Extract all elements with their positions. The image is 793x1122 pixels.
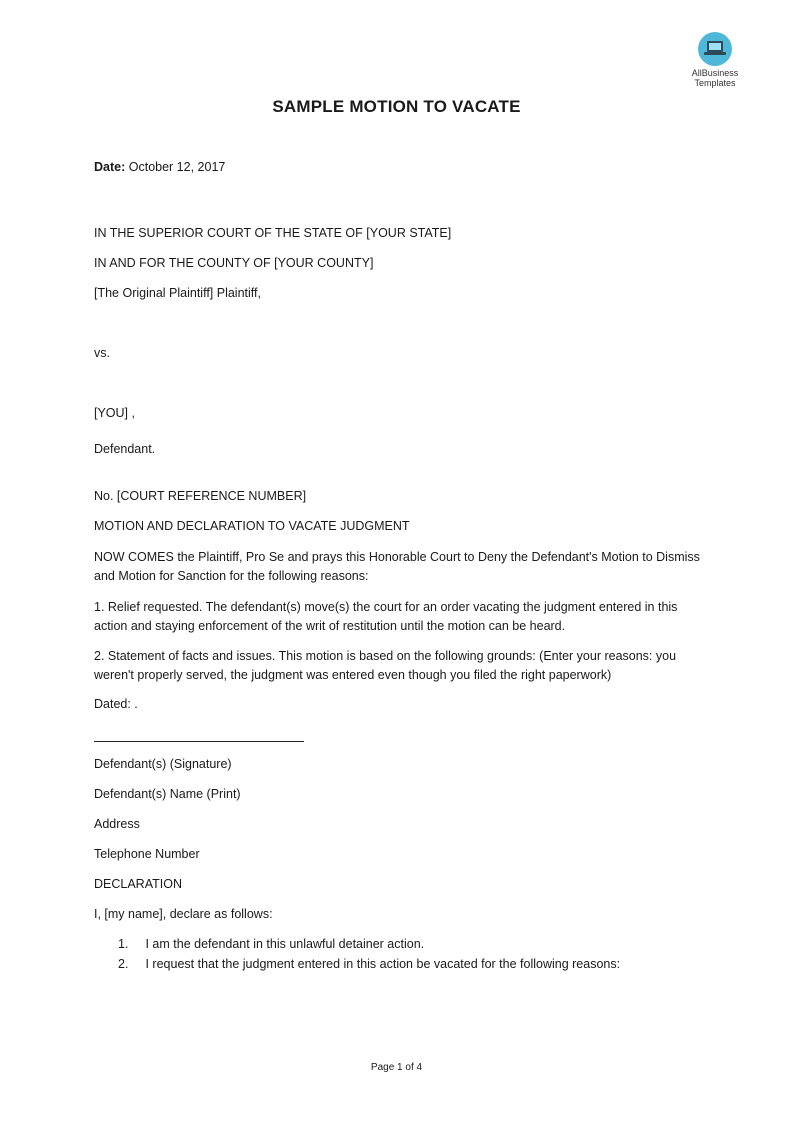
logo-line-1: AllBusiness: [691, 68, 739, 78]
declaration-intro: I, [my name], declare as follows:: [94, 907, 273, 921]
date-value: October 12, 2017: [128, 160, 226, 174]
document-title: SAMPLE MOTION TO VACATE: [272, 97, 521, 116]
list-item-text: I request that the judgment entered in this action be vacated for the following reasons:: [145, 957, 621, 971]
date-line: [94, 160, 225, 174]
date-label: Date:: [94, 160, 126, 174]
signature-line: [94, 741, 304, 742]
paragraph-now-comes: NOW COMES the Plaintiff, Pro Se and prays this Honorable Court to Deny the Defendant's Motion to Dismiss and Motion for Sanction for the following reasons:: [94, 550, 700, 583]
list-item-number: 2.: [118, 957, 129, 971]
phone-label: Telephone Number: [94, 847, 200, 861]
list-item-text: I am the defendant in this unlawful detainer action.: [145, 937, 425, 951]
paragraph-facts: 2. Statement of facts and issues. This motion is based on the following grounds: (Enter your reasons: you weren't properly served, the judgment was entered even though you filed the right paperwork): [94, 649, 677, 682]
logo-text: [680, 68, 750, 88]
plaintiff-line: [The Original Plaintiff] Plaintiff,: [94, 286, 261, 300]
address-label: Address: [94, 817, 140, 831]
list-item: [118, 937, 424, 951]
you-line: [YOU] ,: [94, 406, 135, 420]
list-item-number: 1.: [118, 937, 129, 951]
court-line: IN THE SUPERIOR COURT OF THE STATE OF [YOUR STATE]: [94, 226, 452, 240]
county-line: IN AND FOR THE COUNTY OF [YOUR COUNTY]: [94, 256, 374, 270]
laptop-icon: [698, 32, 732, 66]
page-footer: Page 1 of 4: [370, 1062, 423, 1073]
list-item: [118, 957, 620, 971]
motion-heading: MOTION AND DECLARATION TO VACATE JUDGMENT: [94, 519, 410, 533]
signature-label: Defendant(s) (Signature): [94, 757, 232, 771]
dated-line: Dated: .: [94, 697, 138, 711]
paragraph-relief: 1. Relief requested. The defendant(s) move(s) the court for an order vacating the judgment entered in this action and staying enforcement of the writ of restitution until the motion can be heard.: [94, 600, 678, 633]
defendant-line: Defendant.: [94, 442, 156, 456]
versus-line: vs.: [94, 346, 110, 360]
brand-logo: [680, 32, 750, 88]
case-number: No. [COURT REFERENCE NUMBER]: [94, 489, 307, 503]
name-label: Defendant(s) Name (Print): [94, 787, 241, 801]
logo-line-2: Templates: [694, 78, 736, 88]
declaration-heading: DECLARATION: [94, 877, 182, 891]
